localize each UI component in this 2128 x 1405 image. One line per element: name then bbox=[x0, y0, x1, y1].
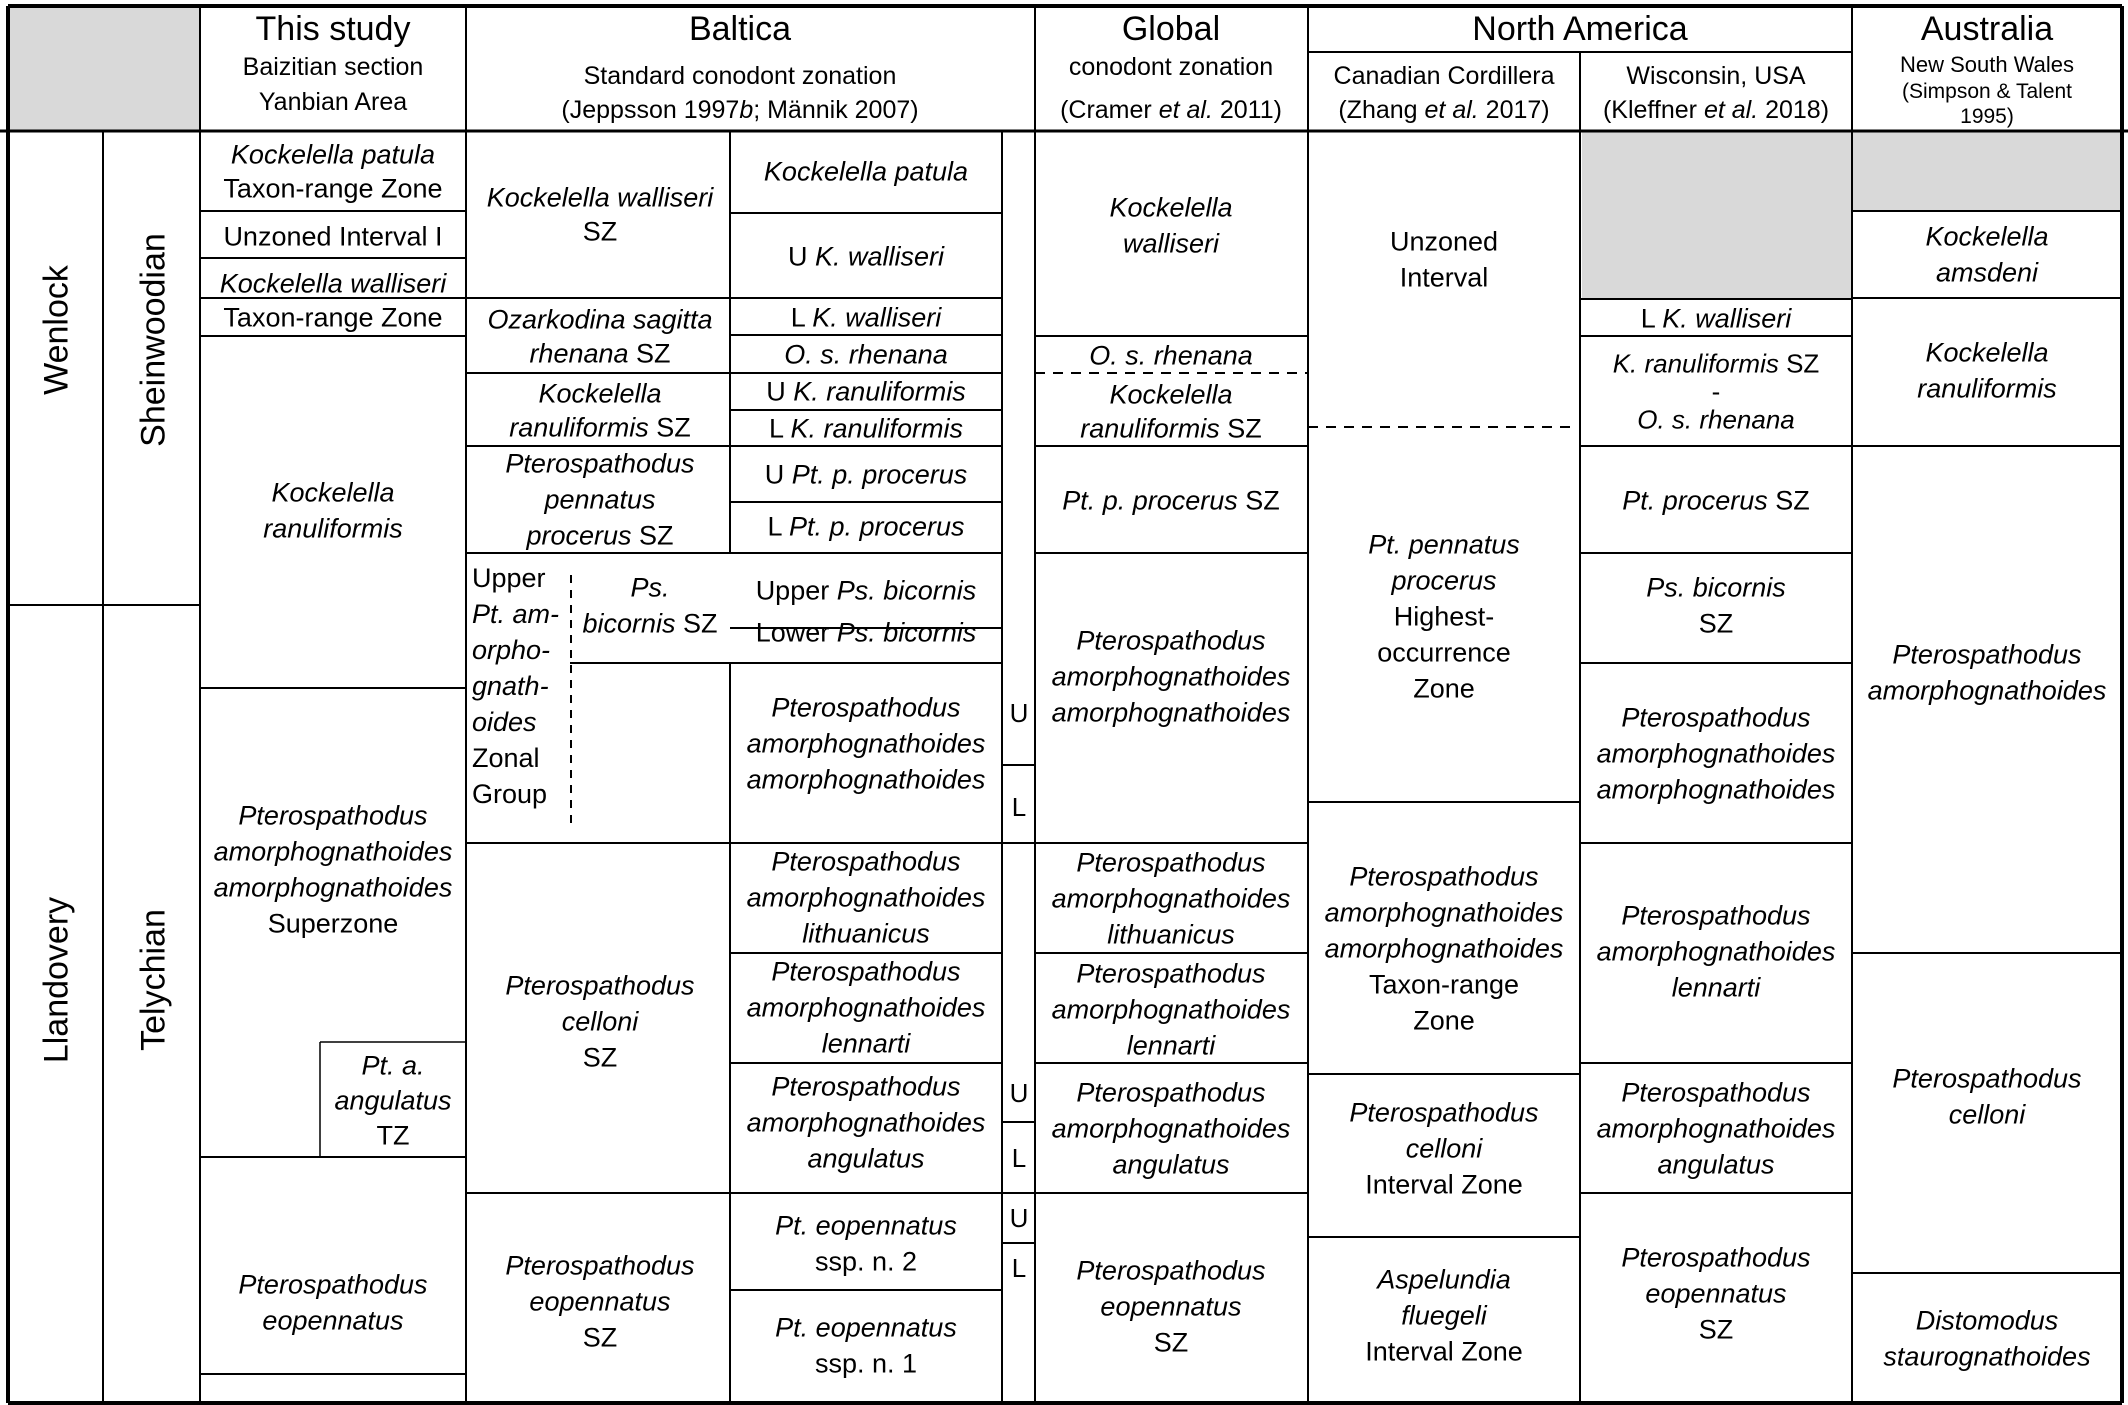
zone-text-line: amorphognathoides bbox=[213, 836, 453, 867]
zone-text-line: Taxon-range bbox=[1368, 969, 1520, 1000]
stage-telychian: Telychian bbox=[134, 909, 173, 1051]
wisconsin-gray-fill bbox=[1582, 131, 1852, 299]
zone-text-run: SZ bbox=[1237, 485, 1280, 516]
baltica-reference bbox=[561, 96, 918, 124]
zone-text-line: Group bbox=[472, 779, 548, 809]
zone-text-run: procerus bbox=[526, 520, 632, 551]
zone-text-line: amorphognathoides bbox=[1324, 933, 1564, 964]
wisconsin-zone-l-k-walliseri bbox=[1641, 304, 1793, 334]
zone-text-line: amorphognathoides bbox=[1051, 1113, 1291, 1144]
this-study-zone-k-patula-trz bbox=[223, 140, 442, 204]
zone-text-run: ranuliformis bbox=[1080, 413, 1220, 444]
zone-text-line: Ozarkodina sagitta bbox=[487, 304, 713, 335]
zone-text-run: SZ bbox=[675, 608, 718, 639]
baltica-sub-u: U bbox=[1009, 698, 1029, 728]
zone-text-line: oides bbox=[472, 707, 537, 737]
baltica-zone-l-k-walliseri bbox=[791, 303, 943, 333]
zone-text-line: Kockelella patula bbox=[230, 139, 436, 170]
zone-text-line: Kockelella bbox=[1109, 192, 1233, 223]
zone-text-line: Pterospathodus bbox=[1621, 702, 1811, 733]
zone-text-line: Unzoned Interval I bbox=[223, 221, 443, 252]
zone-text-line: eopennatus bbox=[1100, 1291, 1242, 1322]
zone-text-line: Interval Zone bbox=[1365, 1169, 1523, 1200]
zone-text-line: walliseri bbox=[1122, 228, 1220, 259]
zone-text-line: angulatus bbox=[334, 1085, 452, 1116]
baltica-super-o-s-rhenana-sz bbox=[487, 305, 712, 369]
zone-text-line: gnath- bbox=[472, 671, 549, 701]
zone-text-line: lennarti bbox=[1671, 972, 1761, 1003]
reference-run: (Cramer bbox=[1060, 96, 1159, 124]
wisconsin-zone-pt-a-lennarti bbox=[1597, 901, 1836, 1003]
zone-text-line: Kockelella walliseri bbox=[219, 268, 447, 299]
global-zone-pt-p-procerus-sz bbox=[1062, 486, 1280, 516]
reference-run: 2018) bbox=[1758, 96, 1830, 124]
baltica-super-upper-pt-a-zonal-group bbox=[472, 563, 559, 809]
australia-header: Australia bbox=[1920, 10, 2054, 48]
global-zone-k-ranuliformis-sz bbox=[1080, 380, 1262, 444]
zone-text-line: procerus bbox=[1391, 565, 1497, 596]
zone-text-line: amorphognathoides bbox=[746, 882, 986, 913]
zone-text-line: amorphognathoides bbox=[746, 728, 986, 759]
baltica-sub-u: U bbox=[1009, 1078, 1029, 1108]
baltica-zone-pt-a-amorphognathoides bbox=[747, 693, 986, 795]
zone-text-line: staurognathoides bbox=[1883, 1341, 2091, 1372]
zone-text-line: Zonal bbox=[472, 743, 540, 773]
global-zone-pt-eopennatus-sz bbox=[1076, 1256, 1265, 1358]
zone-text-run: L bbox=[768, 413, 791, 444]
baltica-super-pt-p-procerus-sz bbox=[505, 449, 694, 551]
zone-text-run: Ps. bicornis bbox=[836, 575, 977, 606]
baltica-zone-pt-a-lithuanicus bbox=[747, 847, 986, 949]
zone-text-line: ssp. n. 2 bbox=[814, 1246, 918, 1277]
zone-text-line: Pt. eopennatus bbox=[775, 1210, 957, 1241]
zone-text-line: Pt. a. bbox=[361, 1050, 425, 1081]
baltica-zone-upper-ps-bicornis bbox=[756, 576, 977, 606]
corner-gray-fill bbox=[8, 6, 200, 131]
zone-text-run: K. walliseri bbox=[812, 302, 942, 333]
zone-text-run: SZ bbox=[1219, 413, 1262, 444]
wisconsin-zone-pt-a-angulatus bbox=[1597, 1078, 1836, 1180]
zone-text-line: celloni bbox=[1405, 1133, 1483, 1164]
zone-text-line: Pterospathodus bbox=[1621, 900, 1811, 931]
zone-text-line: amorphognathoides bbox=[1051, 661, 1291, 692]
zone-text-run: K. ranuliformis bbox=[1612, 348, 1779, 379]
zone-text-line: amorphognathoides bbox=[1596, 738, 1836, 769]
zone-text-line: amsdeni bbox=[1935, 257, 2039, 288]
canadian-zone-unzoned-interval bbox=[1390, 227, 1498, 293]
zone-text-line: angulatus bbox=[1112, 1149, 1230, 1180]
zone-text-line: Kockelella walliseri bbox=[486, 182, 714, 213]
zone-text-run: SZ bbox=[648, 412, 691, 443]
zone-text-line: Interval bbox=[1399, 262, 1489, 293]
zone-text-run: K. ranuliformis bbox=[790, 413, 964, 444]
zone-text-line: Pterospathodus bbox=[1076, 847, 1266, 878]
zone-text-line: Pterospathodus bbox=[1892, 639, 2082, 670]
zone-text-run: U bbox=[764, 459, 792, 490]
zone-text-line: orpho- bbox=[472, 635, 551, 665]
zone-text-line: Pterospathodus bbox=[238, 1269, 428, 1300]
australia-subheader: New South Wales bbox=[1899, 52, 2075, 77]
zone-text-run: SZ bbox=[628, 338, 671, 369]
zone-text-line: angulatus bbox=[807, 1143, 925, 1174]
baltica-zone-lower-ps-bicornis bbox=[756, 618, 977, 648]
series-llandovery: Llandovery bbox=[37, 896, 76, 1064]
zone-text-line: amorphognathoides bbox=[1324, 897, 1564, 928]
zone-text-run: U bbox=[787, 241, 815, 272]
baltica-sub-u: U bbox=[1009, 1203, 1029, 1233]
zone-text-line: eopennatus bbox=[529, 1286, 671, 1317]
zone-text-line: - bbox=[1711, 376, 1721, 407]
australia-subheader: (Simpson & Talent bbox=[1901, 80, 2073, 103]
canadian-reference bbox=[1338, 96, 1549, 124]
global-zone-pt-a-amorphognathoides bbox=[1052, 626, 1291, 728]
zone-text-line: angulatus bbox=[1657, 1149, 1775, 1180]
zone-text-line: Kockelella bbox=[271, 477, 395, 508]
this-study-subheader: Yanbian Area bbox=[258, 88, 408, 116]
global-subheader: conodont zonation bbox=[1068, 53, 1274, 81]
this-study-zone-pt-a-a-superzone bbox=[214, 801, 453, 939]
reference-run: 2017) bbox=[1478, 96, 1550, 124]
zone-text-line: occurrence bbox=[1377, 637, 1511, 668]
zone-text-line: Pterospathodus bbox=[1076, 1255, 1266, 1286]
zone-text-run: Ps. bicornis bbox=[836, 617, 977, 648]
zone-text-line: Kockelella bbox=[1925, 221, 2049, 252]
global-reference bbox=[1060, 96, 1282, 124]
zone-text-line: Ps. bbox=[630, 572, 670, 603]
baltica-super-ps-bicornis-sz bbox=[582, 573, 717, 639]
zone-text-line: Pterospathodus bbox=[505, 448, 695, 479]
zone-text-line: Highest- bbox=[1393, 601, 1495, 632]
australia-subheader: 1995) bbox=[1960, 105, 2014, 128]
wisconsin-subheader: Wisconsin, USA bbox=[1626, 62, 1806, 90]
baltica-zone-l-k-ranuliformis bbox=[769, 414, 963, 444]
australia-zone-pt-celloni bbox=[1892, 1064, 2081, 1130]
baltica-zone-pt-a-angulatus bbox=[747, 1072, 986, 1174]
australia-zone-pt-amorphognathoides bbox=[1868, 640, 2107, 706]
reference-run: et al. bbox=[1158, 96, 1213, 124]
zone-text-line: amorphognathoides bbox=[1051, 697, 1291, 728]
baltica-zone-u-k-walliseri bbox=[788, 242, 945, 272]
zone-text-line: amorphognathoides bbox=[1867, 675, 2107, 706]
australia-gray-fill bbox=[1852, 131, 2122, 211]
zone-text-line: Pterospathodus bbox=[771, 956, 961, 987]
north-america-header: North America bbox=[1472, 10, 1688, 48]
baltica-zone-u-pt-p-procerus bbox=[765, 460, 968, 490]
zone-text-line: Pterospathodus bbox=[771, 846, 961, 877]
baltica-header: Baltica bbox=[688, 10, 792, 48]
zone-text-run: Pt. p. procerus bbox=[788, 511, 965, 542]
zone-text-line: SZ bbox=[582, 1042, 618, 1073]
wisconsin-zone-ps-bicornis-sz bbox=[1646, 573, 1786, 639]
canadian-subheader: Canadian Cordillera bbox=[1333, 62, 1555, 90]
zone-text-line: lennarti bbox=[821, 1028, 911, 1059]
zone-text-run: L bbox=[767, 511, 789, 542]
zone-text-line: Pterospathodus bbox=[1076, 625, 1266, 656]
zone-text-run: L bbox=[1640, 303, 1663, 334]
zone-text-line: Interval Zone bbox=[1365, 1336, 1523, 1367]
zone-text-line: lithuanicus bbox=[1107, 919, 1235, 950]
zone-text-line: Taxon-range Zone bbox=[223, 173, 443, 204]
baltica-zone-pt-eopennatus-n2 bbox=[775, 1211, 957, 1277]
zone-text-line: amorphognathoides bbox=[1596, 1113, 1836, 1144]
zone-text-run: L bbox=[790, 302, 813, 333]
zone-text-run: bicornis bbox=[582, 608, 676, 639]
reference-run: (Zhang bbox=[1338, 96, 1425, 124]
zone-text-run: Pt. p. procerus bbox=[791, 459, 968, 490]
zone-text-line: SZ bbox=[1153, 1327, 1189, 1358]
australia-zone-d-staurognathoides bbox=[1883, 1306, 2090, 1372]
zone-text-line: amorphognathoides bbox=[1596, 936, 1836, 967]
reference-run: b bbox=[739, 96, 754, 124]
zone-text-line: Aspelundia bbox=[1377, 1264, 1511, 1295]
zone-text-line: Zone bbox=[1413, 673, 1475, 704]
global-header: Global bbox=[1121, 10, 1221, 48]
reference-run: (Jeppsson 1997 bbox=[561, 96, 740, 124]
zone-text-line: fluegeli bbox=[1401, 1300, 1487, 1331]
zone-text-line: Distomodus bbox=[1915, 1305, 2059, 1336]
zone-text-line: lennarti bbox=[1126, 1030, 1216, 1061]
zone-text-run: ranuliformis bbox=[509, 412, 649, 443]
zone-text-line: eopennatus bbox=[1645, 1278, 1787, 1309]
baltica-zone-u-k-ranuliformis bbox=[766, 377, 966, 407]
zone-text-line: Kockelella patula bbox=[763, 156, 969, 187]
zone-text-line: amorphognathoides bbox=[746, 992, 986, 1023]
zone-text-line: Pterospathodus bbox=[771, 692, 961, 723]
zone-text-line: Pterospathodus bbox=[1076, 1077, 1266, 1108]
zone-text-line: Pt. eopennatus bbox=[775, 1312, 957, 1343]
zone-text-line: amorphognathoides bbox=[1051, 994, 1291, 1025]
baltica-super-pt-celloni-sz bbox=[505, 971, 694, 1073]
baltica-super-k-walliseri-sz bbox=[487, 183, 715, 247]
zone-text-line: Kockelella bbox=[538, 378, 662, 409]
zone-text-run: K. walliseri bbox=[814, 241, 945, 272]
zone-text-line: O. s. rhenana bbox=[1637, 404, 1795, 435]
wisconsin-reference bbox=[1603, 96, 1829, 124]
stage-sheinwoodian: Sheinwoodian bbox=[134, 233, 173, 447]
zone-text-line: TZ bbox=[376, 1120, 410, 1151]
reference-run: et al. bbox=[1703, 96, 1759, 124]
canadian-zone-pt-a-a-trz bbox=[1325, 862, 1564, 1036]
zone-text-run: Lower bbox=[755, 617, 837, 648]
australia-zone-k-ranuliformis bbox=[1917, 338, 2057, 404]
canadian-zone-pt-celloni-iz bbox=[1349, 1098, 1538, 1200]
canadian-zone-pt-p-procerus-hoz bbox=[1368, 530, 1520, 704]
zone-text-line: Pt. pennatus bbox=[1368, 529, 1520, 560]
zone-text-line: Pterospathodus bbox=[1621, 1077, 1811, 1108]
zone-text-line: ranuliformis bbox=[1917, 373, 2057, 404]
zone-text-line: SZ bbox=[582, 216, 618, 247]
this-study-header: This study bbox=[255, 10, 411, 48]
baltica-super-k-ranuliformis-sz bbox=[509, 379, 691, 443]
zone-text-line: amorphognathoides bbox=[1051, 883, 1291, 914]
zone-text-line: O. s. rhenana bbox=[1089, 340, 1253, 371]
zone-text-line: Pterospathodus bbox=[1892, 1063, 2082, 1094]
zone-text-line: Pterospathodus bbox=[1349, 861, 1539, 892]
zone-text-line: SZ bbox=[1698, 608, 1734, 639]
zone-text-line: amorphognathoides bbox=[746, 764, 986, 795]
zone-text-line: ssp. n. 1 bbox=[814, 1348, 918, 1379]
zone-text-run: SZ bbox=[1767, 485, 1810, 516]
zone-text-run: SZ bbox=[631, 520, 674, 551]
zone-text-run: Pt. procerus bbox=[1622, 485, 1768, 516]
zone-text-line: Pt. am- bbox=[472, 599, 560, 629]
baltica-sub-l: L bbox=[1011, 792, 1027, 822]
canadian-zone-a-fluegeli-iz bbox=[1365, 1265, 1523, 1367]
this-study-zone-k-ranuliformis bbox=[263, 478, 403, 544]
zone-text-line: Pterospathodus bbox=[238, 800, 428, 831]
zone-text-line: Taxon-range Zone bbox=[223, 302, 443, 333]
wisconsin-zone-pt-procerus-sz bbox=[1622, 486, 1810, 516]
zone-text-line: eopennatus bbox=[262, 1305, 404, 1336]
this-study-zone-pt-eopennatus bbox=[238, 1270, 427, 1336]
baltica-subheader: Standard conodont zonation bbox=[583, 62, 897, 90]
baltica-sub-l: L bbox=[1011, 1253, 1027, 1283]
global-zone-o-s-rhenana bbox=[1089, 341, 1253, 371]
series-wenlock: Wenlock bbox=[37, 265, 76, 395]
zone-text-line: ranuliformis bbox=[263, 513, 403, 544]
zone-text-run: U bbox=[766, 376, 794, 407]
reference-run: 2011) bbox=[1212, 96, 1282, 124]
zone-text-run: rhenana bbox=[529, 338, 629, 369]
global-zone-pt-a-angulatus bbox=[1052, 1078, 1291, 1180]
zone-text-line: Kockelella bbox=[1109, 379, 1233, 410]
reference-run: ; Männik 2007) bbox=[753, 96, 919, 124]
zone-text-line: Pterospathodus bbox=[1076, 958, 1266, 989]
zone-text-line: Pterospathodus bbox=[1349, 1097, 1539, 1128]
zone-text-line: SZ bbox=[582, 1322, 618, 1353]
zone-text-run: Pt. p. procerus bbox=[1062, 485, 1238, 516]
zone-text-line: Pterospathodus bbox=[505, 970, 695, 1001]
baltica-zone-o-s-rhenana bbox=[784, 340, 948, 370]
zone-text-line: Unzoned bbox=[1389, 226, 1499, 257]
this-study-zone-unzoned-i bbox=[223, 222, 442, 252]
reference-run: et al. bbox=[1424, 96, 1479, 124]
zone-text-line: Pterospathodus bbox=[771, 1071, 961, 1102]
global-zone-pt-a-lithuanicus bbox=[1052, 848, 1291, 950]
zone-text-run: K. ranuliformis bbox=[793, 376, 966, 407]
zone-text-run: Upper bbox=[755, 575, 837, 606]
zone-text-line: Zone bbox=[1413, 1005, 1475, 1036]
zone-text-line: Superzone bbox=[267, 908, 399, 939]
zone-text-line: pennatus bbox=[544, 484, 656, 515]
baltica-super-pt-eopennatus-sz bbox=[505, 1251, 694, 1353]
reference-run: (Kleffner bbox=[1602, 96, 1704, 124]
zone-text-line: celloni bbox=[561, 1006, 639, 1037]
this-study-subheader: Baizitian section bbox=[242, 53, 424, 81]
zone-text-line: amorphognathoides bbox=[746, 1107, 986, 1138]
zone-text-line: amorphognathoides bbox=[213, 872, 453, 903]
australia-zone-k-amsdeni bbox=[1925, 222, 2048, 288]
zone-text-line: O. s. rhenana bbox=[784, 339, 948, 370]
zone-text-line: amorphognathoides bbox=[1596, 774, 1836, 805]
zone-text-line: Kockelella bbox=[1925, 337, 2049, 368]
zone-text-line: Pterospathodus bbox=[1621, 1242, 1811, 1273]
wisconsin-zone-pt-a-amorphognathoides bbox=[1597, 703, 1836, 805]
this-study-zone-k-walliseri-trz bbox=[220, 269, 448, 333]
zone-text-run: SZ bbox=[1778, 348, 1820, 379]
zone-text-line: Upper bbox=[472, 563, 546, 593]
baltica-zone-pt-a-lennarti bbox=[747, 957, 986, 1059]
zone-text-line: celloni bbox=[1948, 1099, 2026, 1130]
global-zone-k-walliseri bbox=[1109, 193, 1232, 259]
zone-text-line: lithuanicus bbox=[802, 918, 930, 949]
zone-text-line: Pterospathodus bbox=[505, 1250, 695, 1281]
baltica-sub-l: L bbox=[1011, 1143, 1027, 1173]
baltica-zone-l-pt-p-procerus bbox=[767, 512, 964, 542]
zone-text-line: SZ bbox=[1698, 1314, 1734, 1345]
global-zone-pt-a-lennarti bbox=[1052, 959, 1291, 1061]
baltica-zone-pt-eopennatus-n1 bbox=[775, 1313, 957, 1379]
zone-text-line: Ps. bicornis bbox=[1646, 572, 1786, 603]
wisconsin-zone-k-ranuliformis-o-s-rhenana bbox=[1613, 348, 1820, 434]
zone-text-run: K. walliseri bbox=[1662, 303, 1792, 334]
wisconsin-zone-pt-eopennatus-sz bbox=[1621, 1243, 1810, 1345]
this-study-zone-pt-a-angulatus-tz bbox=[334, 1051, 451, 1151]
baltica-zone-k-patula bbox=[764, 157, 968, 187]
